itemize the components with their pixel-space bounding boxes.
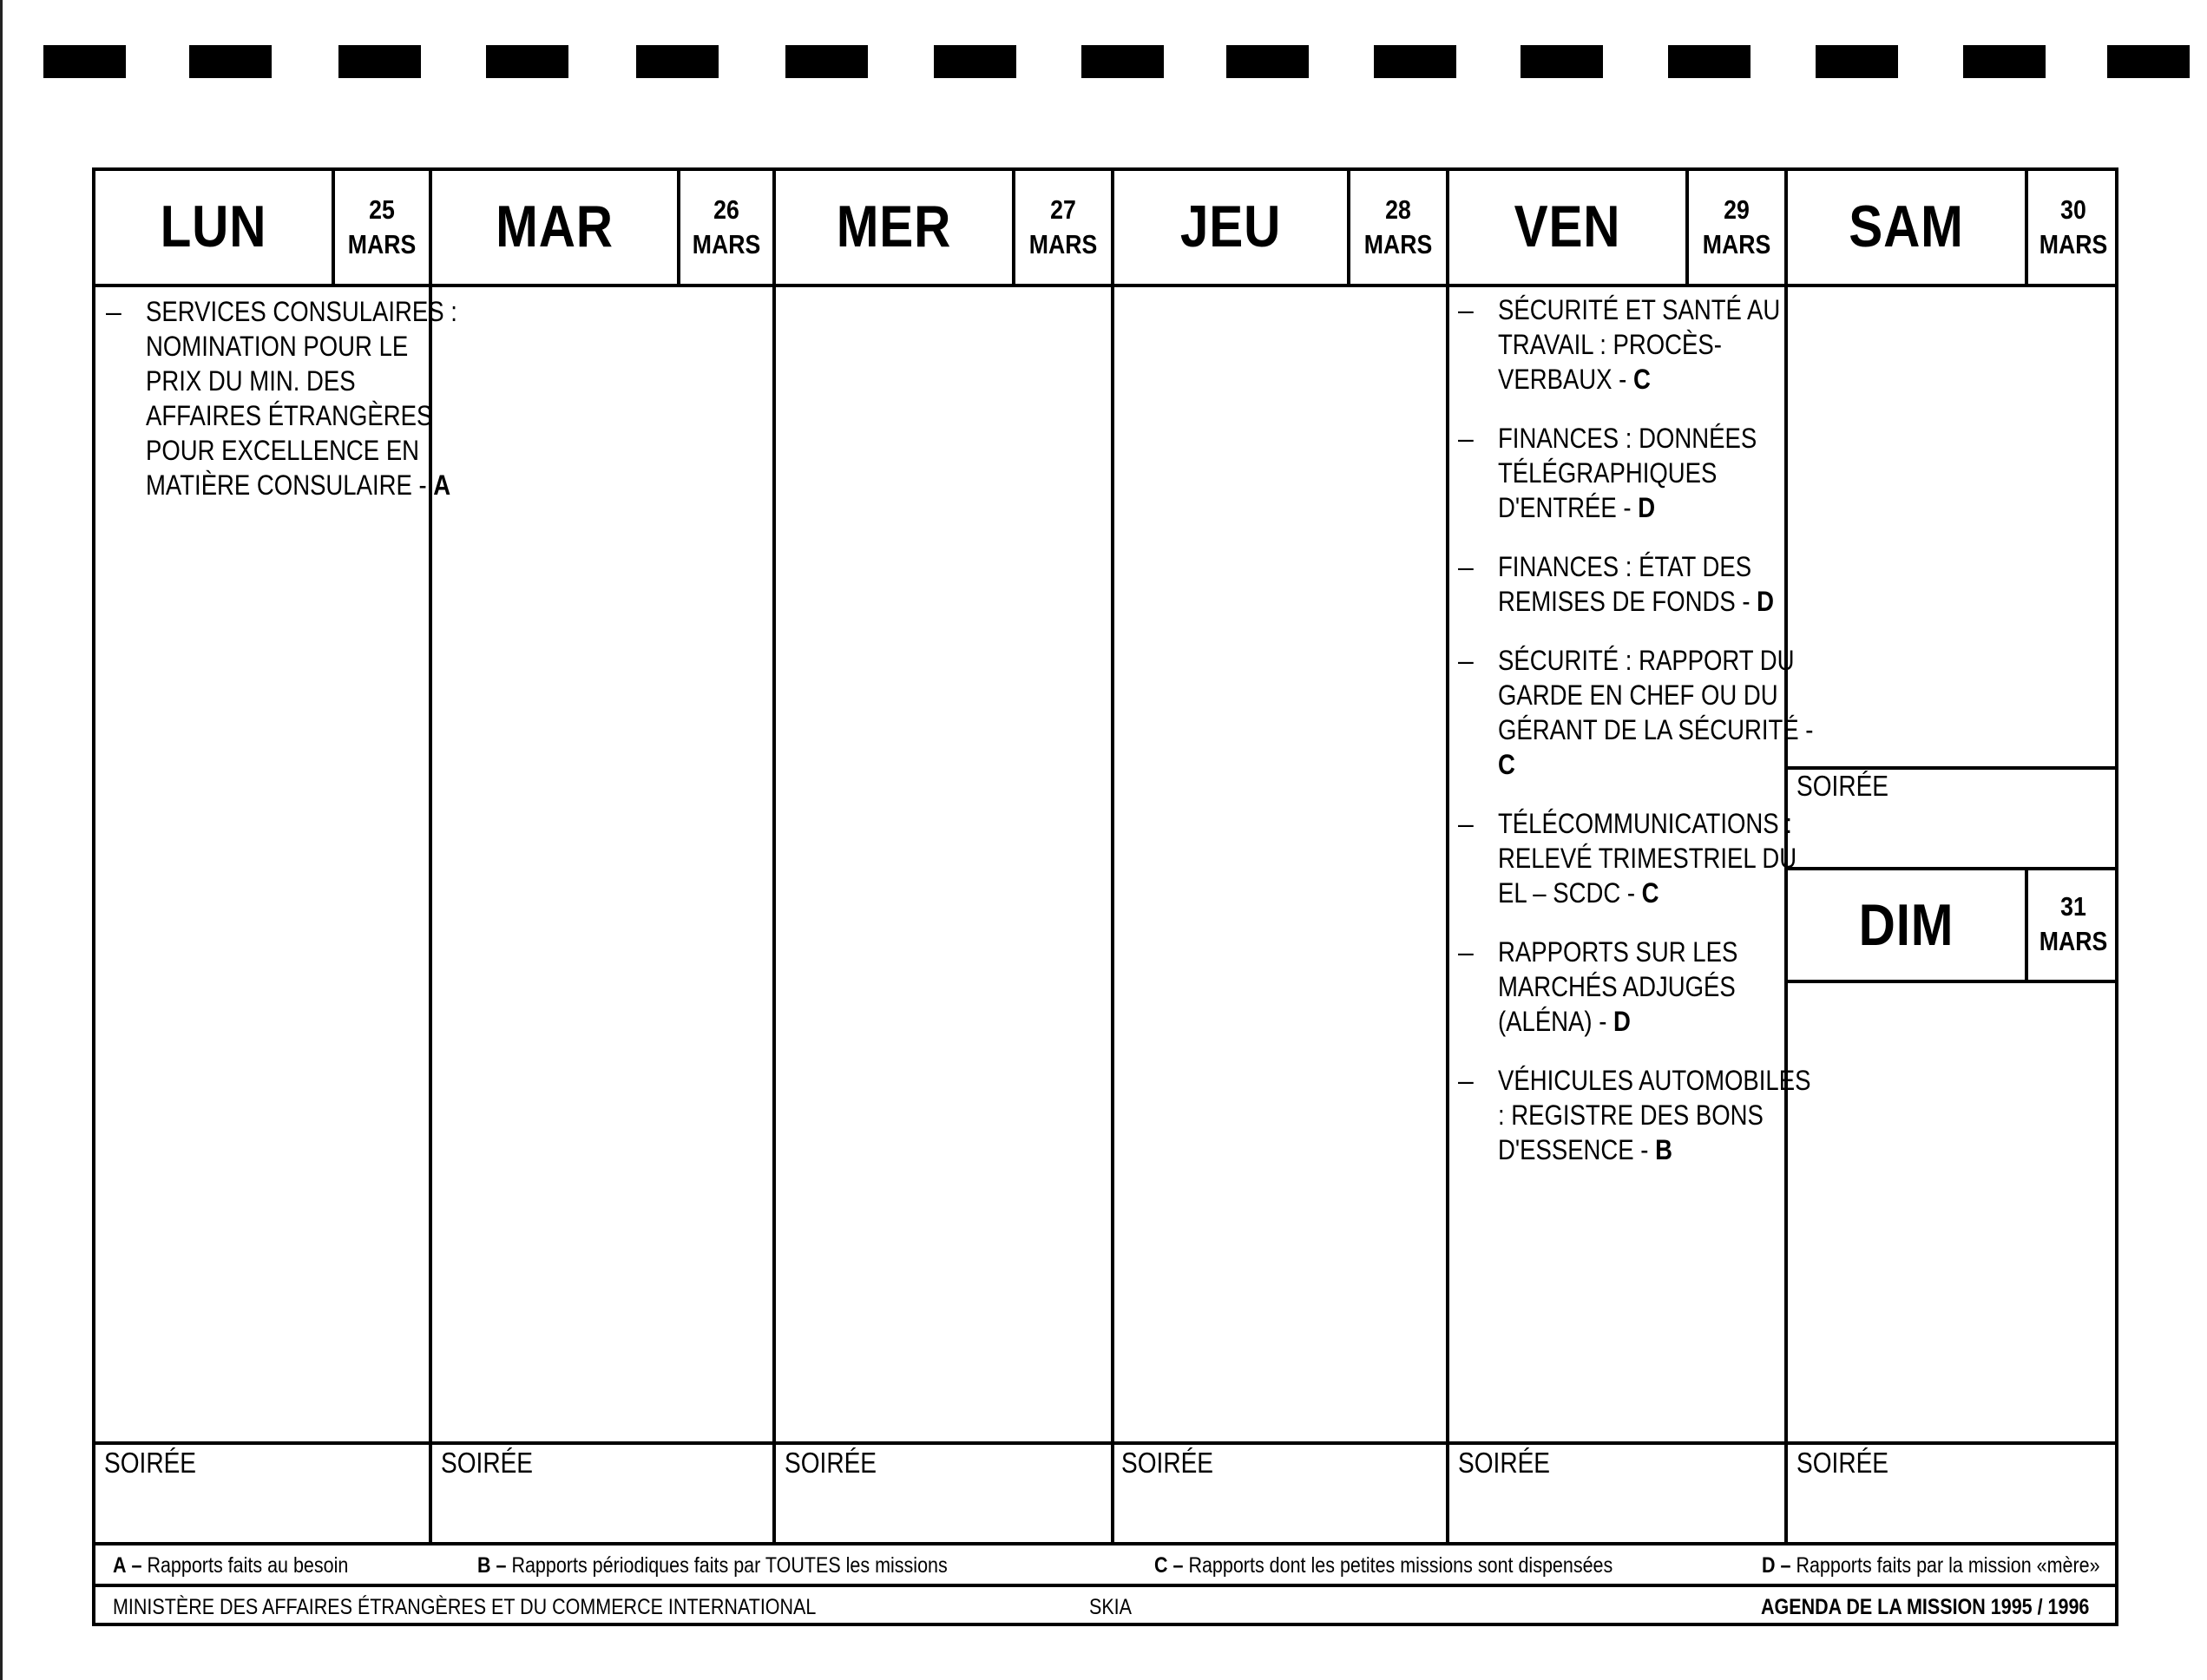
binder-hole [1081,45,1164,78]
date-number: 26 [713,194,739,225]
date-number: 27 [1050,194,1076,225]
task-report-code: D [1638,492,1656,523]
legend-code: B [477,1553,491,1578]
task-bullet: – [1458,1065,1474,1096]
task-item [106,294,519,502]
footer-ministry: MINISTÈRE DES AFFAIRES ÉTRANGÈRES ET DU COMMERCE INTERNATIONAL [113,1595,817,1619]
binder-hole [486,45,568,78]
task-text: FINANCES : ÉTAT DES REMISES DE FONDS - [1498,551,1757,617]
date-month: MARS [692,229,761,259]
date-month: MARS [1702,229,1771,259]
task-text: SÉCURITÉ : RAPPORT DU GARDE EN CHEF OU DU GÉRANT DE LA SÉCURITÉ - [1498,645,1814,745]
legend-c: C – Rapports dont les petites missions sont dispensées [1154,1553,1613,1578]
day-date-jeu [1350,193,1446,262]
day-name-dim: DIM [1858,892,1954,958]
task-bullet: – [1458,936,1474,968]
legend-code: D [1762,1553,1776,1578]
task-text: SERVICES CONSULAIRES : NOMINATION POUR LE PRIX DU MIN. DES AFFAIRES ÉTRANGÈRES POUR EXCELLENCE EN MATIÈRE CONSULAIRE - [146,296,457,501]
binder-hole [1963,45,2046,78]
column-divider [772,171,776,1542]
legend-code: A [113,1553,127,1578]
binder-hole [338,45,421,78]
binder-hole [189,45,272,78]
task-item [1458,549,1871,619]
task-bullet: – [106,296,122,327]
task-text: SÉCURITÉ ET SANTÉ AU TRAVAIL : PROCÈS-VERBAUX - [1498,294,1781,395]
binder-hole [43,45,126,78]
day-name-mar: MAR [496,194,614,259]
date-number: 28 [1385,194,1411,225]
soiree-label-jeu: SOIRÉE [1121,1447,1213,1479]
date-month: MARS [2039,229,2108,259]
task-report-code: D [1757,586,1775,617]
soiree-divider [95,1441,2118,1445]
task-item [1458,421,1871,525]
legend-a: A – Rapports faits au besoin [113,1553,349,1578]
task-item [1458,643,1871,782]
task-report-code: D [1613,1006,1631,1037]
legend-text: Rapports faits au besoin [147,1553,349,1578]
column-divider [1446,171,1449,1542]
task-bullet: – [1458,645,1474,676]
task-bullet: – [1458,808,1474,839]
binder-holes [0,0,2207,113]
legend-text: Rapports faits par la mission «mère» [1796,1553,2100,1578]
day-date-mar [680,193,772,262]
task-text: TÉLÉCOMMUNICATIONS : RELEVÉ TRIMESTRIEL DU EL – SCDC - [1498,808,1797,909]
task-bullet: – [1458,551,1474,582]
soiree-label-sam-evening: SOIRÉE [1796,1447,1888,1479]
footer-agenda-title: AGENDA DE LA MISSION 1995 / 1996 [1761,1595,2090,1619]
date-month: MARS [1028,229,1098,259]
day-name-jeu: JEU [1179,194,1282,259]
soiree-label-ven: SOIRÉE [1458,1447,1550,1479]
soiree-label-mer: SOIRÉE [785,1447,877,1479]
date-number: 30 [2060,194,2086,225]
date-number: 29 [1724,194,1750,225]
legend-b: B – Rapports périodiques faits par TOUTES les missions [477,1553,948,1578]
friday-task-list [1458,292,1871,1191]
day-date-dim [2028,889,2118,959]
date-month: MARS [1363,229,1433,259]
day-name-lun: LUN [160,194,267,259]
task-bullet: – [1458,294,1474,325]
soiree-label-lun: SOIRÉE [104,1447,196,1479]
task-report-code: C [1632,364,1651,395]
legend-text: Rapports dont les petites missions sont dispensées [1188,1553,1613,1578]
soiree-label-sam: SOIRÉE [1796,770,1888,802]
binder-hole [1816,45,1898,78]
date-number: 31 [2060,891,2086,922]
task-bullet: – [1458,423,1474,454]
footer-divider [95,1584,2118,1587]
date-month: MARS [2039,926,2108,956]
task-text: FINANCES : DONNÉES TÉLÉGRAPHIQUES D'ENTRÉE - [1498,423,1757,523]
column-divider [1111,171,1114,1542]
day-date-mer [1015,193,1111,262]
legend-text: Rapports périodiques faits par TOUTES les missions [511,1553,948,1578]
task-text: RAPPORTS SUR LES MARCHÉS ADJUGÉS (ALÉNA) - [1498,936,1738,1037]
task-item [1458,806,1871,910]
binder-hole [934,45,1016,78]
legend-code: C [1154,1553,1168,1578]
task-report-code: C [1498,749,1515,780]
binder-hole [1226,45,1309,78]
header-divider [95,284,2118,287]
day-name-ven: VEN [1514,194,1621,259]
day-name-mer: MER [836,194,952,259]
binder-hole [785,45,868,78]
binder-hole [1668,45,1750,78]
day-date-lun [335,193,429,262]
task-report-code: A [433,469,451,501]
day-date-ven [1689,193,1784,262]
soiree-label-mar: SOIRÉE [441,1447,533,1479]
task-text: VÉHICULES AUTOMOBILES : REGISTRE DES BONS D'ESSENCE - [1498,1065,1811,1165]
footer-code: SKIA [1089,1595,1133,1619]
binder-hole [2107,45,2190,78]
date-month: MARS [347,229,417,259]
day-date-sam [2028,193,2118,262]
binder-hole [1374,45,1456,78]
legend-d: D – Rapports faits par la mission «mère» [1762,1553,2100,1578]
weekly-agenda-grid [92,167,2118,1626]
task-item [1458,292,1871,397]
task-report-code: C [1641,877,1659,909]
date-number: 25 [369,194,395,225]
binder-hole [636,45,719,78]
day-name-sam: SAM [1849,194,1964,259]
page-edge [0,0,3,1680]
legend-divider [95,1542,2118,1545]
monday-task-list [106,294,519,527]
task-item [1458,935,1871,1039]
binder-hole [1521,45,1603,78]
task-report-code: B [1655,1134,1672,1165]
task-item [1458,1063,1871,1167]
